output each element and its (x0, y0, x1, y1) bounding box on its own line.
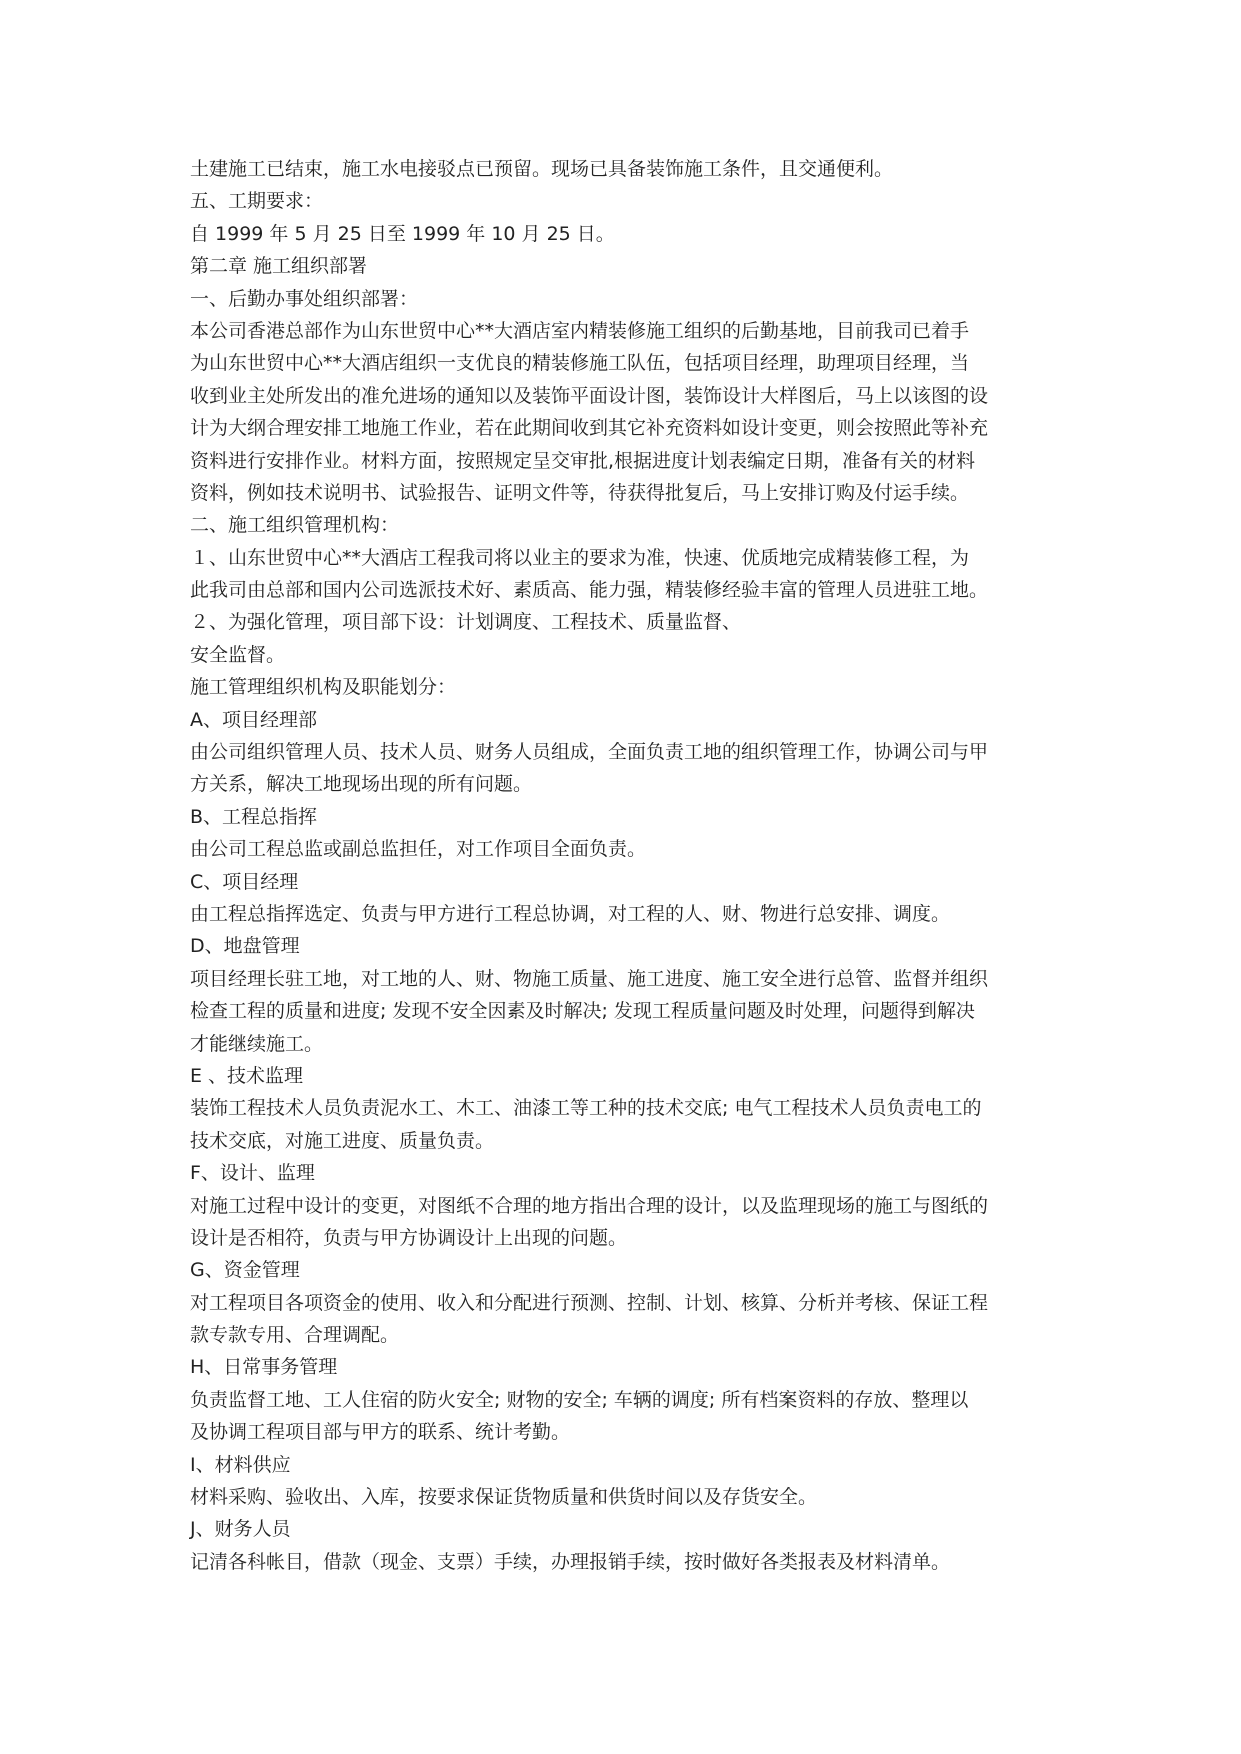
text-line: 检查工程的质量和进度; 发现不安全因素及时解决; 发现工程质量问题及时处理，问题得到解决 (190, 1000, 975, 1023)
text-line: １、山东世贸中心**大酒店工程我司将以业主的要求为准，快速、优质地完成精装修工程，为 (190, 546, 970, 569)
subsection-heading: F、设计、监理 (190, 1162, 315, 1185)
text-line: 由公司工程总监或副总监担任，对工作项目全面负责。 (190, 838, 647, 861)
section-heading: 施工管理组织机构及职能划分： (190, 676, 457, 699)
chapter-heading: 第二章 施工组织部署 (190, 255, 368, 278)
text-line: 负责监督工地、工人住宿的防火安全; 财物的安全; 车辆的调度; 所有档案资料的存放、整理以 (190, 1388, 969, 1411)
text-line: 对施工过程中设计的变更，对图纸不合理的地方指出合理的设计，以及监理现场的施工与图纸的 (190, 1194, 989, 1217)
text-line: 及协调工程项目部与甲方的联系、统计考勤。 (190, 1421, 571, 1444)
subsection-heading: E 、技术监理 (190, 1064, 304, 1087)
subsection-heading: J、财务人员 (190, 1518, 291, 1541)
subsection-heading: B、工程总指挥 (190, 805, 318, 828)
section-heading: 二、施工组织管理机构： (190, 514, 400, 537)
text-line: 项目经理长驻工地，对工地的人、财、物施工质量、施工进度、施工安全进行总管、监督并组织 (190, 967, 989, 990)
subsection-heading: G、资金管理 (190, 1259, 300, 1282)
text-line: ２、为强化管理，项目部下设：计划调度、工程技术、质量监督、 (190, 611, 742, 634)
text-line: 资料进行安排作业。材料方面，按照规定呈交审批,根据进度计划表编定日期，准备有关的材料 (190, 449, 976, 472)
text-line: 对工程项目各项资金的使用、收入和分配进行预测、控制、计划、核算、分析并考核、保证工程 (190, 1291, 989, 1314)
text-line: 为山东世贸中心**大酒店组织一支优良的精装修施工队伍，包括项目经理，助理项目经理，当 (190, 352, 970, 375)
subsection-heading: D、地盘管理 (190, 935, 300, 958)
text-line: 安全监督。 (190, 643, 286, 666)
text-line: 本公司香港总部作为山东世贸中心**大酒店室内精装修施工组织的后勤基地，目前我司已着手 (190, 319, 970, 342)
section-heading: 一、后勤办事处组织部署： (190, 287, 419, 310)
text-line: 技术交底，对施工进度、质量负责。 (190, 1129, 495, 1152)
subsection-heading: A、项目经理部 (190, 708, 317, 731)
text-line: 自 1999 年 5 月 25 日至 1999 年 10 月 25 日。 (190, 222, 615, 245)
subsection-heading: C、项目经理 (190, 870, 299, 893)
text-line: 由公司组织管理人员、技术人员、财务人员组成，全面负责工地的组织管理工作，协调公司与甲 (190, 741, 989, 764)
text-line: 方关系，解决工地现场出现的所有问题。 (190, 773, 533, 796)
section-heading: 五、工期要求： (190, 190, 324, 213)
document-body (190, 153, 1060, 1578)
text-line: 收到业主处所发出的准允进场的通知以及装饰平面设计图，装饰设计大样图后，马上以该图的设 (190, 384, 989, 407)
text-line: 此我司由总部和国内公司选派技术好、素质高、能力强，精装修经验丰富的管理人员进驻工地。 (190, 579, 989, 602)
text-line: 才能继续施工。 (190, 1032, 324, 1055)
text-line: 设计是否相符，负责与甲方协调设计上出现的问题。 (190, 1226, 628, 1249)
text-line: 装饰工程技术人员负责泥水工、木工、油漆工等工种的技术交底; 电气工程技术人员负责电工的 (190, 1097, 982, 1120)
text-line: 计为大纲合理安排工地施工作业，若在此期间收到其它补充资料如设计变更，则会按照此等补充 (190, 417, 989, 440)
text-line: 材料采购、验收出、入库，按要求保证货物质量和供货时间以及存货安全。 (190, 1486, 818, 1509)
subsection-heading: H、日常事务管理 (190, 1356, 338, 1379)
text-line: 款专款专用、合理调配。 (190, 1324, 400, 1347)
subsection-heading: I、材料供应 (190, 1453, 291, 1476)
text-line: 资料，例如技术说明书、试验报告、证明文件等，待获得批复后，马上安排订购及付运手续。 (190, 481, 970, 504)
text-line: 土建施工已结束，施工水电接驳点已预留。现场已具备装饰施工条件，且交通便利。 (190, 158, 894, 180)
text-line: 记清各科帐目，借款（现金、支票）手续，办理报销手续，按时做好各类报表及材料清单。 (190, 1550, 951, 1573)
text-line: 由工程总指挥选定、负责与甲方进行工程总协调，对工程的人、财、物进行总安排、调度。 (190, 902, 951, 925)
